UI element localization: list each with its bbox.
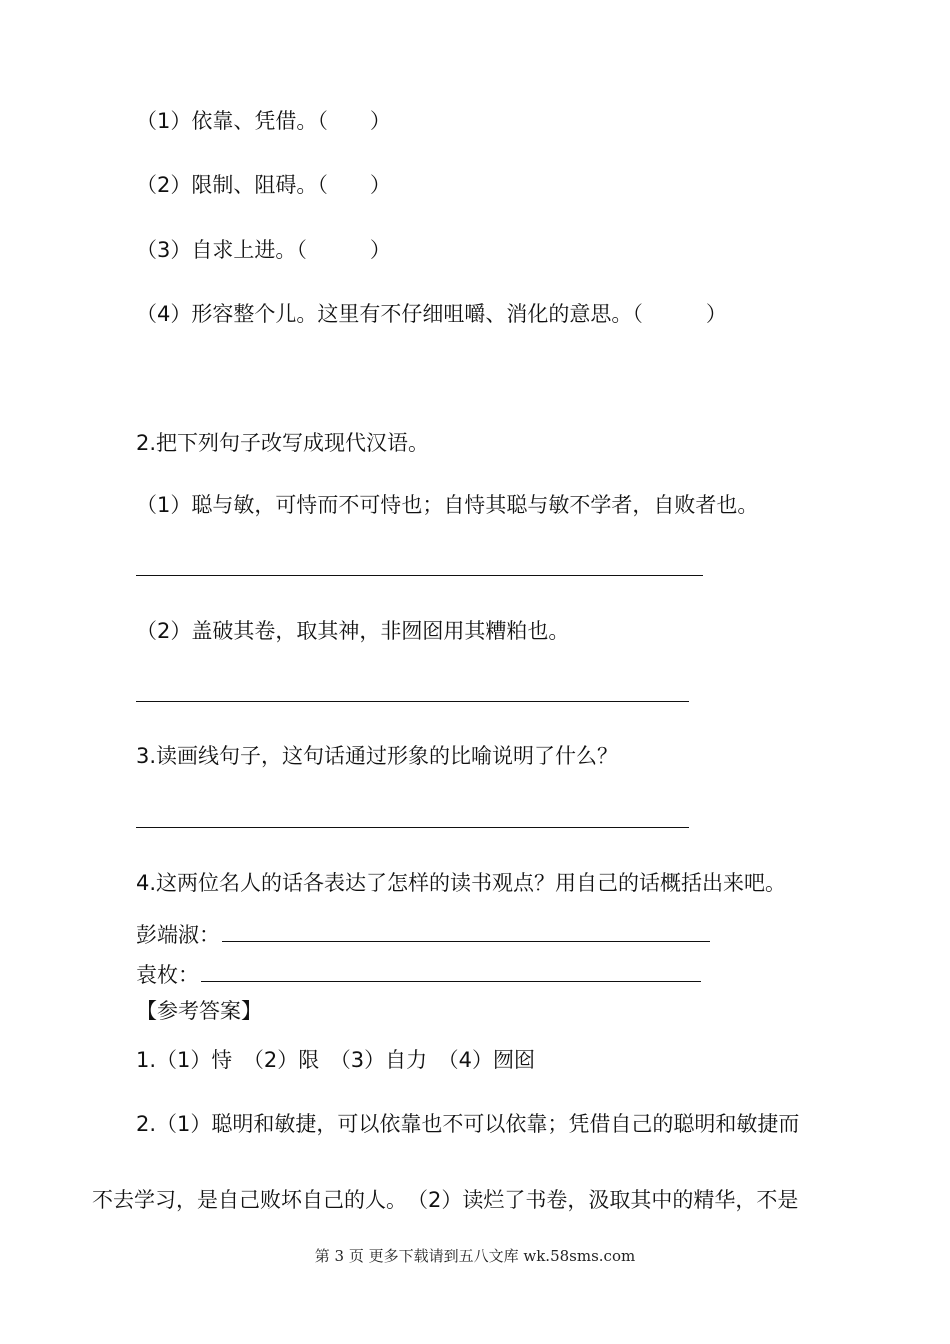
question-2-title: 2.把下列句子改写成现代汉语。	[136, 431, 430, 455]
question-2-item-2: （2）盖破其卷，取其神，非囫囵用其糟粕也。	[136, 619, 570, 643]
answer-2-line-1: 2.（1）聪明和敏捷，可以依靠也不可以依靠；凭借自己的聪明和敏捷而	[136, 1112, 800, 1136]
definition-item-1: （1）依靠、凭借。（ ）	[136, 109, 391, 133]
question-4-row-2	[136, 959, 701, 989]
answer-line-4-1	[222, 919, 710, 942]
question-3-title: 3.读画线句子，这句话通过形象的比喻说明了什么？	[136, 744, 619, 768]
definition-item-4: （4）形容整个儿。这里有不仔细咀嚼、消化的意思。（ ）	[136, 302, 727, 326]
question-2-item-1: （1）聪与敏，可恃而不可恃也；自恃其聪与敏不学者，自败者也。	[136, 493, 759, 517]
answer-line-2-2	[136, 701, 689, 702]
answer-line-3	[136, 827, 689, 828]
question-4-label-2: 袁枚：	[136, 963, 199, 987]
answer-line-4-2	[201, 959, 701, 982]
question-4-row-1	[136, 919, 710, 949]
answer-1: 1.（1）恃 （2）限 （3）自力 （4）囫囵	[136, 1048, 535, 1072]
answers-heading: 【参考答案】	[136, 999, 262, 1023]
answer-line-2-1	[136, 575, 703, 576]
question-4-title: 4.这两位名人的话各表达了怎样的读书观点？用自己的话概括出来吧。	[136, 871, 787, 895]
page-footer: 第 3 页 更多下载请到五八文库 wk.58sms.com	[314, 1247, 636, 1265]
answer-2-line-2: 不去学习，是自己败坏自己的人。 （2）读烂了书卷，汲取其中的精华，不是	[92, 1188, 799, 1212]
definition-item-2: （2）限制、阻碍。（ ）	[136, 173, 391, 197]
definition-item-3: （3）自求上进。（ ）	[136, 238, 391, 262]
question-4-label-1: 彭端淑：	[136, 923, 220, 947]
